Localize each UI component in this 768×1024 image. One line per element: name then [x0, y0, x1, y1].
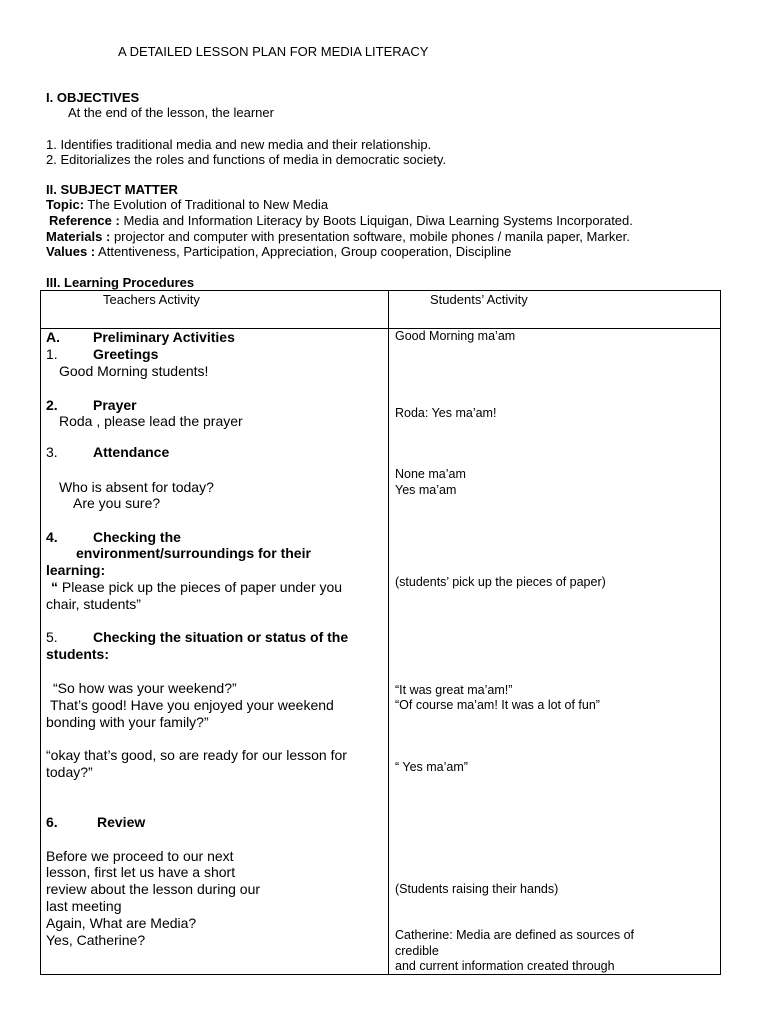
- situation-label-line-1: Checking the situation or status of the: [93, 629, 349, 645]
- objectives-intro: At the end of the lesson, the learner: [68, 105, 274, 120]
- review-line-4: last meeting: [46, 898, 122, 914]
- environment-label-line-1: Checking the: [93, 529, 181, 545]
- review-line-1: Before we proceed to our next: [46, 848, 234, 864]
- materials-value: projector and computer with presentation software, mobile phones / manila paper, Marker.: [113, 229, 630, 244]
- materials-label: Materials :: [46, 229, 111, 244]
- prayer-text: Roda , please lead the prayer: [59, 413, 243, 429]
- situation-number: 5.: [46, 629, 58, 645]
- environment-text-line-2: chair, students”: [46, 596, 141, 612]
- student-prayer: Roda: Yes ma’am!: [395, 406, 497, 420]
- attendance-label: Attendance: [93, 444, 170, 460]
- student-review-4: and current information created through: [395, 959, 615, 973]
- environment-number: 4.: [46, 529, 58, 545]
- student-attendance-2: Yes ma’am: [395, 483, 457, 497]
- objectives-heading: I. OBJECTIVES: [46, 90, 140, 105]
- values-line: [46, 244, 511, 259]
- situation-text-3: bonding with your family?”: [46, 714, 209, 730]
- student-greeting: Good Morning ma’am: [395, 329, 516, 343]
- column-header-teacher: Teachers Activity: [103, 292, 200, 307]
- procedures-table: [40, 290, 721, 975]
- materials-line: [46, 229, 630, 244]
- review-label: Review: [97, 814, 146, 830]
- values-value: Attentiveness, Participation, Appreciation, Group cooperation, Discipline: [98, 244, 512, 259]
- review-number: 6.: [46, 814, 58, 830]
- situation-text-5: today?”: [46, 764, 93, 780]
- student-situation-1: “It was great ma’am!”: [395, 683, 513, 697]
- attendance-question-2: Are you sure?: [73, 495, 161, 511]
- values-label: Values :: [46, 244, 96, 259]
- student-environment: (students’ pick up the pieces of paper): [395, 575, 606, 589]
- situation-text-4: “okay that’s good, so are ready for our lesson for: [46, 747, 347, 763]
- column-header-students: Students’ Activity: [430, 292, 528, 307]
- review-line-6: Yes, Catherine?: [46, 932, 146, 948]
- section-a-label: Preliminary Activities: [93, 329, 235, 345]
- environment-instruction: Please pick up the pieces of paper under you: [61, 579, 343, 595]
- environment-text-line-1: [46, 579, 342, 596]
- review-line-5: Again, What are Media?: [46, 915, 197, 931]
- reference-value: Media and Information Literacy by Boots Liquigan, Diwa Learning Systems Incorporated.: [123, 213, 633, 228]
- greetings-text: Good Morning students!: [59, 363, 209, 379]
- attendance-question-1: Who is absent for today?: [59, 479, 214, 495]
- open-quote: “: [51, 579, 58, 595]
- objective-item-1: 1. Identifies traditional media and new media and their relationship.: [46, 137, 432, 152]
- reference-label: Reference :: [49, 213, 120, 228]
- greetings-label: Greetings: [93, 346, 159, 362]
- student-review-3: credible: [395, 944, 439, 958]
- environment-label-line-3: learning:: [46, 562, 106, 578]
- procedures-heading: III. Learning Procedures: [46, 275, 195, 290]
- student-situation-3: “ Yes ma’am”: [395, 760, 468, 774]
- student-situation-2: “Of course ma’am! It was a lot of fun”: [395, 698, 600, 712]
- reference-line: [49, 213, 633, 228]
- student-attendance-1: None ma’am: [395, 467, 466, 481]
- topic-value: The Evolution of Traditional to New Media: [87, 197, 329, 212]
- prayer-label: Prayer: [93, 397, 137, 413]
- environment-label-line-2: environment/surroundings for their: [76, 545, 311, 561]
- topic-label: Topic:: [46, 197, 85, 212]
- situation-text-1: “So how was your weekend?”: [53, 680, 237, 696]
- student-review-2: Catherine: Media are defined as sources of: [395, 928, 635, 942]
- topic-line: [46, 197, 328, 212]
- objective-item-2: 2. Editorializes the roles and functions of media in democratic society.: [46, 152, 447, 167]
- column-divider: [388, 291, 389, 974]
- review-line-3: review about the lesson during our: [46, 881, 261, 897]
- attendance-number: 3.: [46, 444, 58, 460]
- student-review-1: (Students raising their hands): [395, 882, 559, 896]
- situation-text-2: That’s good! Have you enjoyed your weekend: [50, 697, 334, 713]
- document-title: A DETAILED LESSON PLAN FOR MEDIA LITERACY: [118, 44, 429, 59]
- prayer-number: 2.: [46, 397, 58, 413]
- situation-label-line-2: students:: [46, 646, 109, 662]
- greetings-number: 1.: [46, 346, 58, 362]
- subject-matter-heading: II. SUBJECT MATTER: [46, 182, 178, 197]
- review-line-2: lesson, first let us have a short: [46, 864, 236, 880]
- section-a-number: A.: [46, 329, 60, 345]
